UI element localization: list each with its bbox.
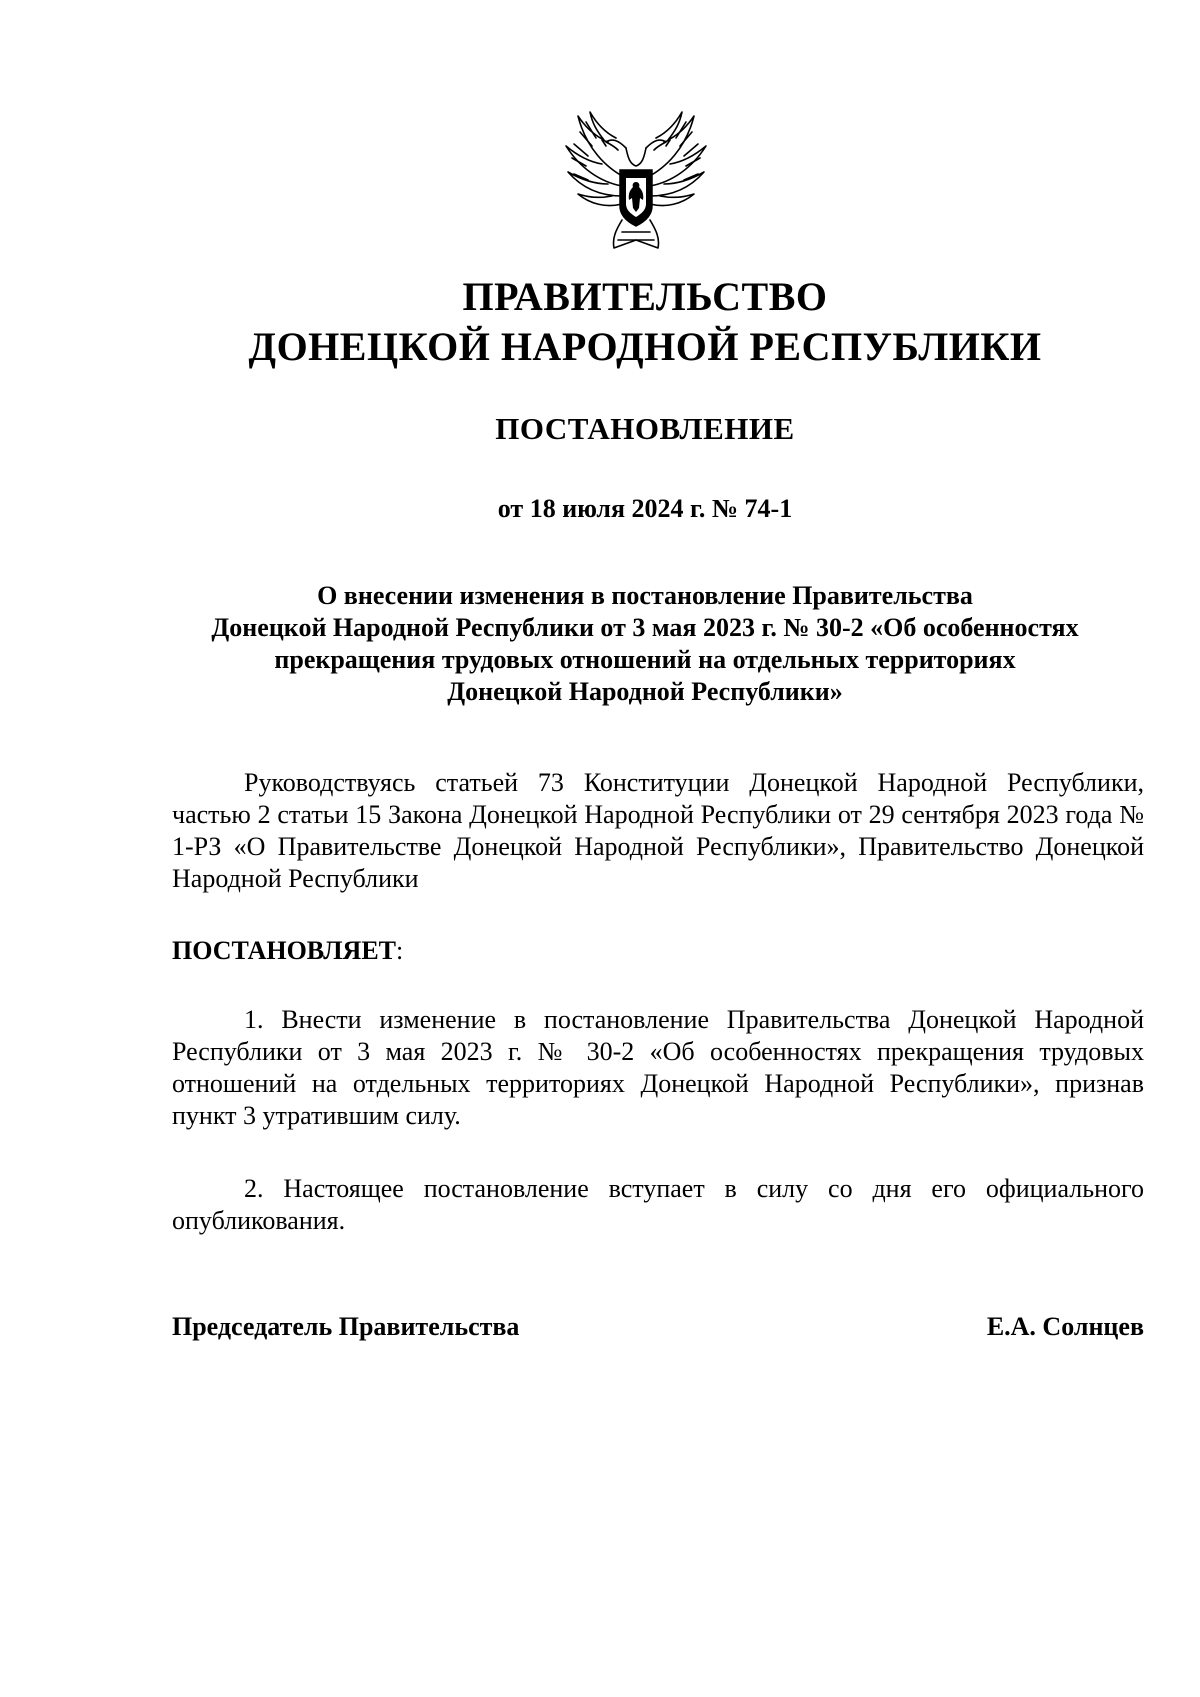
subject-line2: Донецкой Народной Республики от 3 мая 2023 г. № 30-2 «Об особенностях	[211, 613, 1079, 642]
decree-item-1: 1. Внести изменение в постановление Правительства Донецкой Народной Республики от 3 мая 2023 г. № 30-2 «Об особенностях прекращения трудовых отношений на отдельных территориях Донецкой Народной Республики», признав пункт 3 утратившим силу.	[172, 1005, 1144, 1130]
government-title-line2: ДОНЕЦКОЙ НАРОДНОЙ РЕСПУБЛИКИ	[248, 324, 1042, 369]
decree-colon: :	[396, 936, 404, 965]
decree-word: ПОСТАНОВЛЯЕТ	[172, 936, 396, 965]
document-type: ПОСТАНОВЛЕНИЕ	[495, 411, 795, 446]
document-date-number: от 18 июля 2024 г. № 74-1	[497, 494, 793, 523]
double-headed-eagle-coat-of-arms-icon	[556, 108, 716, 258]
signatory-position: Председатель Правительства	[172, 1312, 520, 1341]
decree-heading	[172, 935, 1144, 967]
signatory-name: Е.А. Солнцев	[986, 1312, 1144, 1341]
subject-line1: О внесении изменения в постановление Правительства	[317, 581, 973, 610]
subject-line4: Донецкой Народной Республики»	[447, 677, 843, 706]
preamble-paragraph: Руководствуясь статьей 73 Конституции Донецкой Народной Республики, частью 2 статьи 15 Закона Донецкой Народной Республики от 29 сентября 2023 года № 1-РЗ «О Правительстве Донецкой Народной Республики», Правительство Донецкой Народной Республики	[172, 768, 1144, 893]
decree-item-2: 2. Настоящее постановление вступает в силу со дня его официального опубликования.	[172, 1174, 1144, 1235]
government-title-line1: ПРАВИТЕЛЬСТВО	[462, 274, 828, 319]
subject-line3: прекращения трудовых отношений на отдельных территориях	[274, 645, 1016, 674]
signature-block	[172, 1311, 1144, 1343]
document-subject	[170, 580, 1120, 708]
government-title	[170, 272, 1120, 372]
